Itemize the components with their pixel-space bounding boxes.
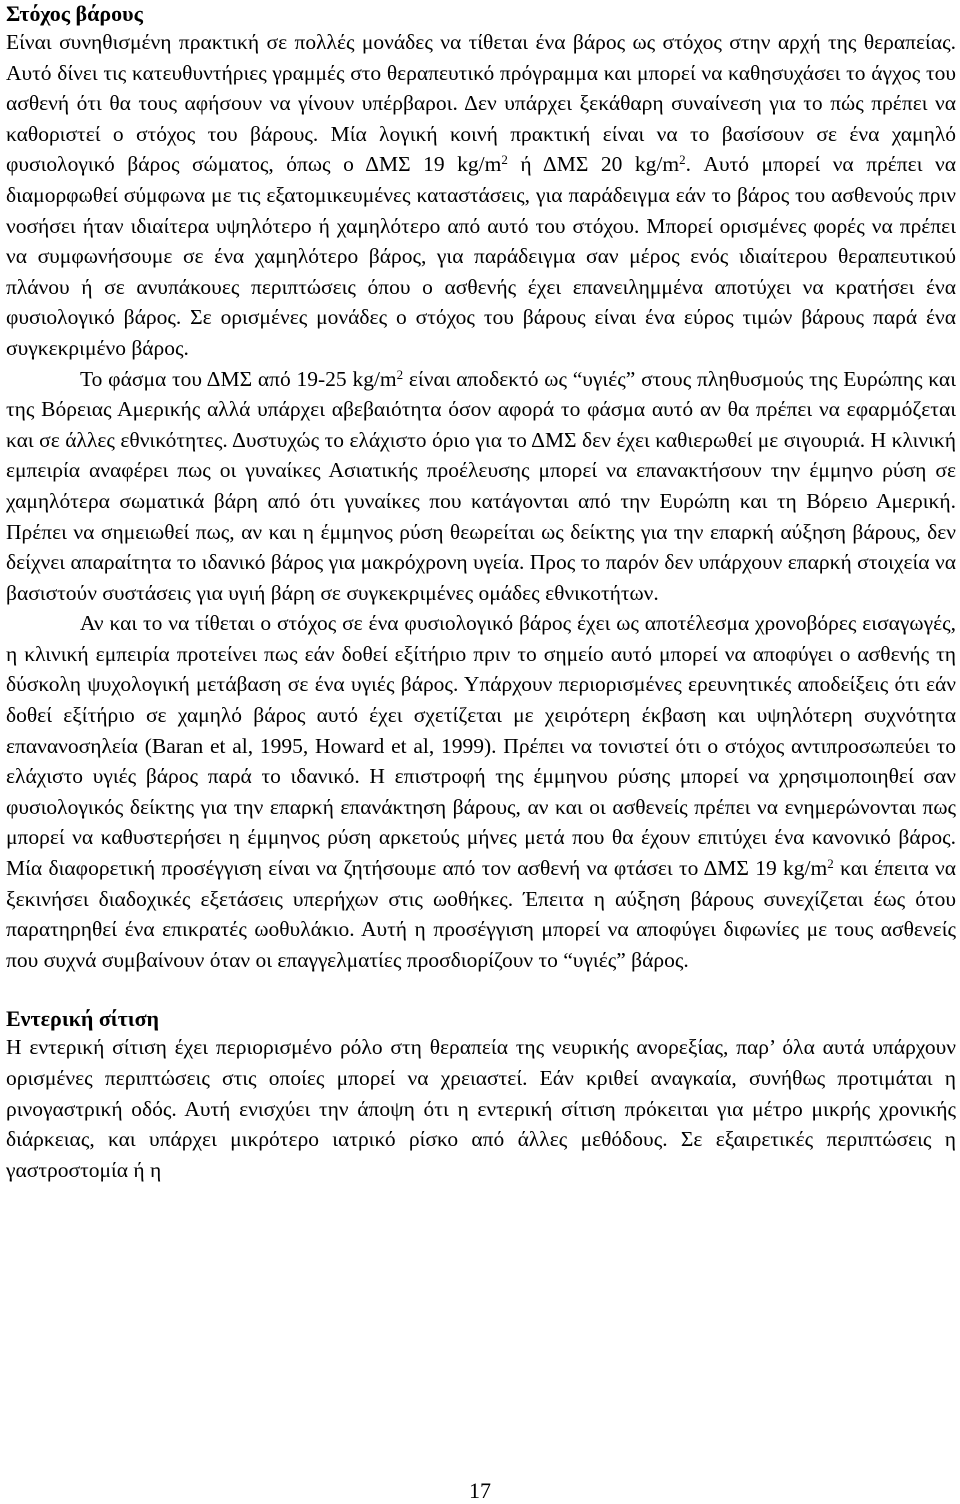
superscript: 2 bbox=[827, 855, 834, 871]
text-run: . Αυτό μπορεί να πρέπει να διαμορφωθεί σύμφωνα με τις εξατομικευμένες καταστάσεις, για παράδειγμα εάν το βάρος του ασθενούς πριν νοσήσει ήταν ιδιαίτερα υψηλότερο ή χαμηλότερο από αυτό του στόχου. Μπορεί ορισμένες φορές να πρέπει να συμφωνήσουμε σε ένα χαμηλότερο βάρος, για παράδειγμα σαν μέρος ενός ιδιαίτερου θεραπευτικού πλάνου ή σε ανυπάκουες περιπτώσεις όπου ο ασθενής έχει επανειλημμένα αποτύχει να κρατήσει ένα φυσιολογικό βάρος. Σε ορισμένες μονάδες ο στόχος του βάρους είναι ένα εύρος τιμών βάρους παρά ένα συγκεκριμένο βάρος. bbox=[6, 152, 956, 360]
section-heading: Στόχος βάρους bbox=[6, 1, 143, 26]
text-run: Το φάσμα του ΔΜΣ από 19-25 kg/m bbox=[80, 366, 397, 391]
paragraph bbox=[6, 27, 956, 364]
text-run: και έπειτα να ξεκινήσει διαδοχικές εξετάσεις υπερήχων στις ωοθήκες. Έπειτα η αύξηση βάρους συνεχίζεται έως ότου παρατηρηθεί ένα επικρατές ωοθυλάκιο. Αυτή η προσέγγιση μπορεί να αποφύγει διφωνίες με τους ασθενείς που συχνά συμβαίνουν όταν οι επαγγελματίες προσδιορίζουν το “υγιές” βάρος. bbox=[6, 856, 956, 972]
section-heading: Εντερική σίτιση bbox=[6, 1006, 160, 1032]
text-run: Η εντερική σίτιση έχει περιορισμένο ρόλο στη θεραπεία της νευρικής ανορεξίας, παρ’ όλα αυτά υπάρχουν ορισμένες περιπτώσεις στις οποίες μπορεί να χρειαστεί. Εάν κριθεί αναγκαία, συνήθως προτιμάται η ρινογαστρική οδός. Αυτή ενισχύει την άποψη ότι η εντερική σίτιση πρόκειται για μέτρο μικρής χρονικής διάρκειας, και υπάρχει μικρότερο ιατρικό ρίσκο από άλλες μεθόδους. Σε εξαιρετικές περιπτώσεις η γαστροστομία ή η bbox=[6, 1035, 956, 1182]
text-run: Αν και το να τίθεται ο στόχος σε ένα φυσιολογικό βάρος έχει ως αποτέλεσμα χρονοβόρες εισαγωγές, η κλινική εμπειρία προτείνει πως εάν δοθεί εξίτήριο πριν το σημείο αυτό μπορεί να αποφύγει ο ασθενής τη δύσκολη ψυχολογική μετάβαση σε ένα υγιές βάρος. Υπάρχουν περιορισμένες ερευνητικές αποδείξεις ότι εάν δοθεί εξίτήριο σε χαμηλό βάρος αυτό έχει σχετίζεται με χειρότερη έκβαση και υψηλότερη συχνότητα επανανοσηλεία (Baran et al, 1995, Howard et al, 1999). Πρέπει να τονιστεί ότι ο στόχος αντιπροσωπεύει το ελάχιστο υγιές βάρος παρά το ιδανικό. Η επιστροφή της έμμηνου ρύσης μπορεί να χρησιμοποιηθεί σαν φυσιολογικός δείκτης για την επαρκή επανάκτηση βάρους, αν και οι ασθενείς πρέπει να ενημερώνονται πως μπορεί να καθυστερήσει η έμμηνος ρύση αρκετούς μήνες μετά που θα έχουν επιτύχει ένα κανονικό βάρος. Μία διαφορετική προσέγγιση είναι να ζητήσουμε από τον ασθενή να φτάσει το ΔΜΣ 19 kg/m bbox=[6, 611, 956, 881]
section-target-weight bbox=[6, 0, 956, 975]
section-enteral-feeding bbox=[6, 1005, 956, 1185]
text-run: Είναι συνηθισμένη πρακτική σε πολλές μονάδες να τίθεται ένα βάρος ως στόχος στην αρχή της θεραπείας. Αυτό δίνει τις κατευθυντήριες γραμμές στο θεραπευτικό πρόγραμμα και μπορεί να καθησυχάσει το άγχος του ασθενή ότι θα τους αφήσουν να γίνουν υπέρβαροι. Δεν υπάρχει ξεκάθαρη συναίνεση για το πώς πρέπει να καθοριστεί ο στόχος του βάρους. Μία λογική κοινή πρακτική είναι να το βασίσουν σε ένα χαμηλό φυσιολογικό βάρος σώματος, όπως ο ΔΜΣ 19 kg/m bbox=[6, 30, 956, 177]
paragraph bbox=[6, 1032, 956, 1185]
paragraph bbox=[6, 364, 956, 609]
superscript: 2 bbox=[396, 366, 404, 382]
superscript: 2 bbox=[679, 152, 686, 168]
text-run: είναι αποδεκτό ως “υγιές” στους πληθυσμούς της Ευρώπης και της Βόρειας Αμερικής αλλά υπάρχει αβεβαιότητα όσον αφορά το φάσμα αυτό αν θα πρέπει να εφαρμόζεται και σε άλλες εθνικότητες. Δυστυχώς το ελάχιστο όριο για το ΔΜΣ δεν έχει καθιερωθεί με σιγουριά. Η κλινική εμπειρία αναφέρει πως οι γυναίκες Ασιατικής προέλευσης μπορεί να επανακτήσουν την έμμηνο ρύση σε χαμηλότερα σωματικά βάρη από ότι γυναίκες που κατάγονται από την Ευρώπη και τη Βόρειο Αμερική. Πρέπει να σημειωθεί πως, αν και η έμμηνος ρύση θεωρείται ως δείκτης για την επαρκή αύξηση βάρους, δεν δείχνει απαραίτητα το ιδανικό βάρος για μακρόχρονη υγεία. Προς το παρόν δεν υπάρχουν επαρκή στοιχεία να βασιστούν συστάσεις για υγιή βάρη σε συγκεκριμένες ομάδες εθνικοτήτων. bbox=[6, 366, 956, 605]
paragraph bbox=[6, 608, 956, 975]
text-run: ή ΔΜΣ 20 kg/m bbox=[507, 152, 680, 177]
page-number: 17 bbox=[469, 1478, 491, 1503]
superscript: 2 bbox=[501, 152, 508, 168]
